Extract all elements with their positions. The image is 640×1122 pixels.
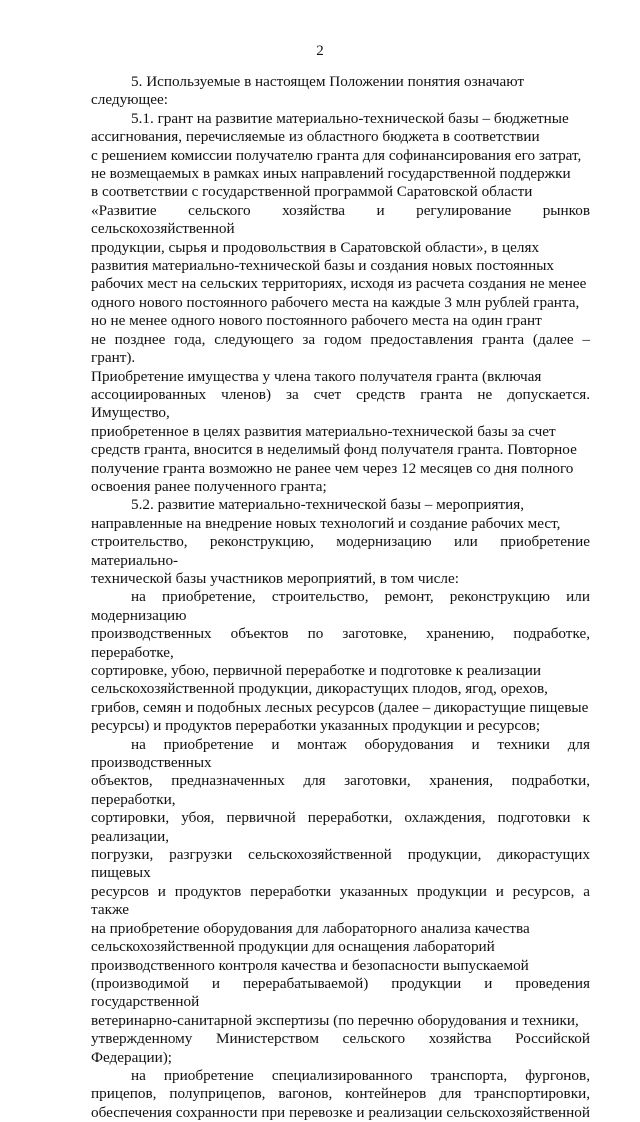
page-number: 2	[316, 43, 324, 59]
text-line: сельскохозяйственной продукции для оснащения лабораторий	[91, 938, 495, 956]
text-line: технической базы участников мероприятий, в том числе:	[91, 569, 459, 587]
text-line: (производимой и перерабатываемой) продукции и проведения государственной	[91, 974, 590, 1011]
text-line: ассоциированных членов) за счет средств гранта не допускается. Имущество,	[91, 385, 590, 422]
text-line: 5. Используемые в настоящем Положении понятия означают	[131, 73, 525, 90]
text-line: производственных объектов по заготовке, хранению, подработке, переработке,	[91, 625, 590, 661]
text-line: с решением комиссии получателю гранта для софинансирования его затрат,	[91, 146, 582, 164]
paragraph-p2	[91, 110, 590, 497]
text-line: приобретенное в целях развития материально-технической базы за счет	[91, 422, 556, 440]
text-line: сортировки, убоя, первичной переработки, охлаждения, подготовки к реализации,	[91, 809, 590, 845]
text-line: не возмещаемых в рамках иных направлений государственной поддержки	[91, 165, 571, 183]
text-line: сельскохозяйственной продукции, дикорастущих плодов, ягод, орехов,	[91, 680, 548, 698]
text-line: прицепов, полуприцепов, вагонов, контейнеров для транспортировки,	[91, 1085, 590, 1103]
text-line: строительство, реконструкцию, модернизацию или приобретение материально-	[91, 533, 590, 569]
text-line: погрузки, разгрузки сельскохозяйственной продукции, дикорастущих пищевых	[91, 846, 590, 882]
text-line: одного нового постоянного рабочего места на каждые 3 млн рублей гранта,	[91, 293, 580, 311]
text-line: на приобретение, строительство, ремонт, реконструкцию или модернизацию	[91, 588, 590, 624]
text-line: 5.2. развитие материально-технической базы – мероприятия,	[131, 496, 525, 514]
paragraph-p4	[91, 588, 590, 735]
text-line: 5.1. грант на развитие материально-технической базы – бюджетные	[131, 109, 569, 127]
text-line: на приобретение оборудования для лабораторного анализа качества	[91, 919, 530, 937]
text-line: обеспечения сохранности при перевозке и реализации сельскохозяйственной	[91, 1103, 590, 1121]
text-line: следующее:	[91, 91, 168, 109]
text-line: грибов, семян и подобных лесных ресурсов (далее – дикорастущие пищевые	[91, 698, 589, 716]
text-line: на приобретение специализированного транспорта, фургонов,	[131, 1066, 590, 1084]
text-line: направленные на внедрение новых технологий и создание рабочих мест,	[91, 514, 561, 532]
text-line: на приобретение и монтаж оборудования и техники для производственных	[91, 735, 590, 772]
text-line: получение гранта возможно не ранее чем через 12 месяцев со дня полного	[91, 459, 574, 477]
text-line: ресурсов и продуктов переработки указанных продукции и ресурсов, а также	[91, 882, 590, 919]
paragraph-p6	[91, 1067, 590, 1122]
text-line: но не менее одного нового постоянного рабочего места на один грант	[91, 312, 542, 330]
paragraph-p1	[91, 73, 590, 110]
text-line: не позднее года, следующего за годом предоставления гранта (далее – грант).	[91, 330, 590, 367]
paragraph-p5	[91, 736, 590, 1067]
text-line: рабочих мест на сельских территориях, исходя из расчета создания не менее	[91, 275, 587, 293]
text-line: в соответствии с государственной программой Саратовской области	[91, 183, 533, 201]
paragraph-p3	[91, 496, 590, 588]
text-line: продукции, сырья и продовольствия в Саратовской области», в целях	[91, 238, 540, 256]
text-line: ассигнования, перечисляемые из областного бюджета в соответствии	[91, 128, 540, 146]
text-line: Приобретение имущества у члена такого получателя гранта (включая	[91, 367, 542, 385]
text-line: развития материально-технической базы и создания новых постоянных	[91, 257, 555, 275]
text-line: ветеринарно-санитарной экспертизы (по перечню оборудования и техники,	[91, 1011, 579, 1029]
text-line: средств гранта, вносится в неделимый фонд получателя гранта. Повторное	[91, 441, 577, 459]
text-line: «Развитие сельского хозяйства и регулирование рынков сельскохозяйственной	[91, 201, 590, 238]
text-line: производственного контроля качества и безопасности выпускаемой	[91, 956, 529, 974]
text-line: освоения ранее полученного гранта;	[91, 477, 327, 495]
document-body	[91, 73, 590, 1122]
text-line: ресурсы) и продуктов переработки указанных продукции и ресурсов;	[91, 717, 541, 735]
text-line: сортировке, убою, первичной переработке и подготовке к реализации	[91, 662, 542, 679]
text-line: объектов, предназначенных для заготовки, хранения, подработки, переработки,	[91, 772, 590, 808]
text-line: утвержденному Министерством сельского хозяйства Российской Федерации);	[91, 1030, 590, 1066]
